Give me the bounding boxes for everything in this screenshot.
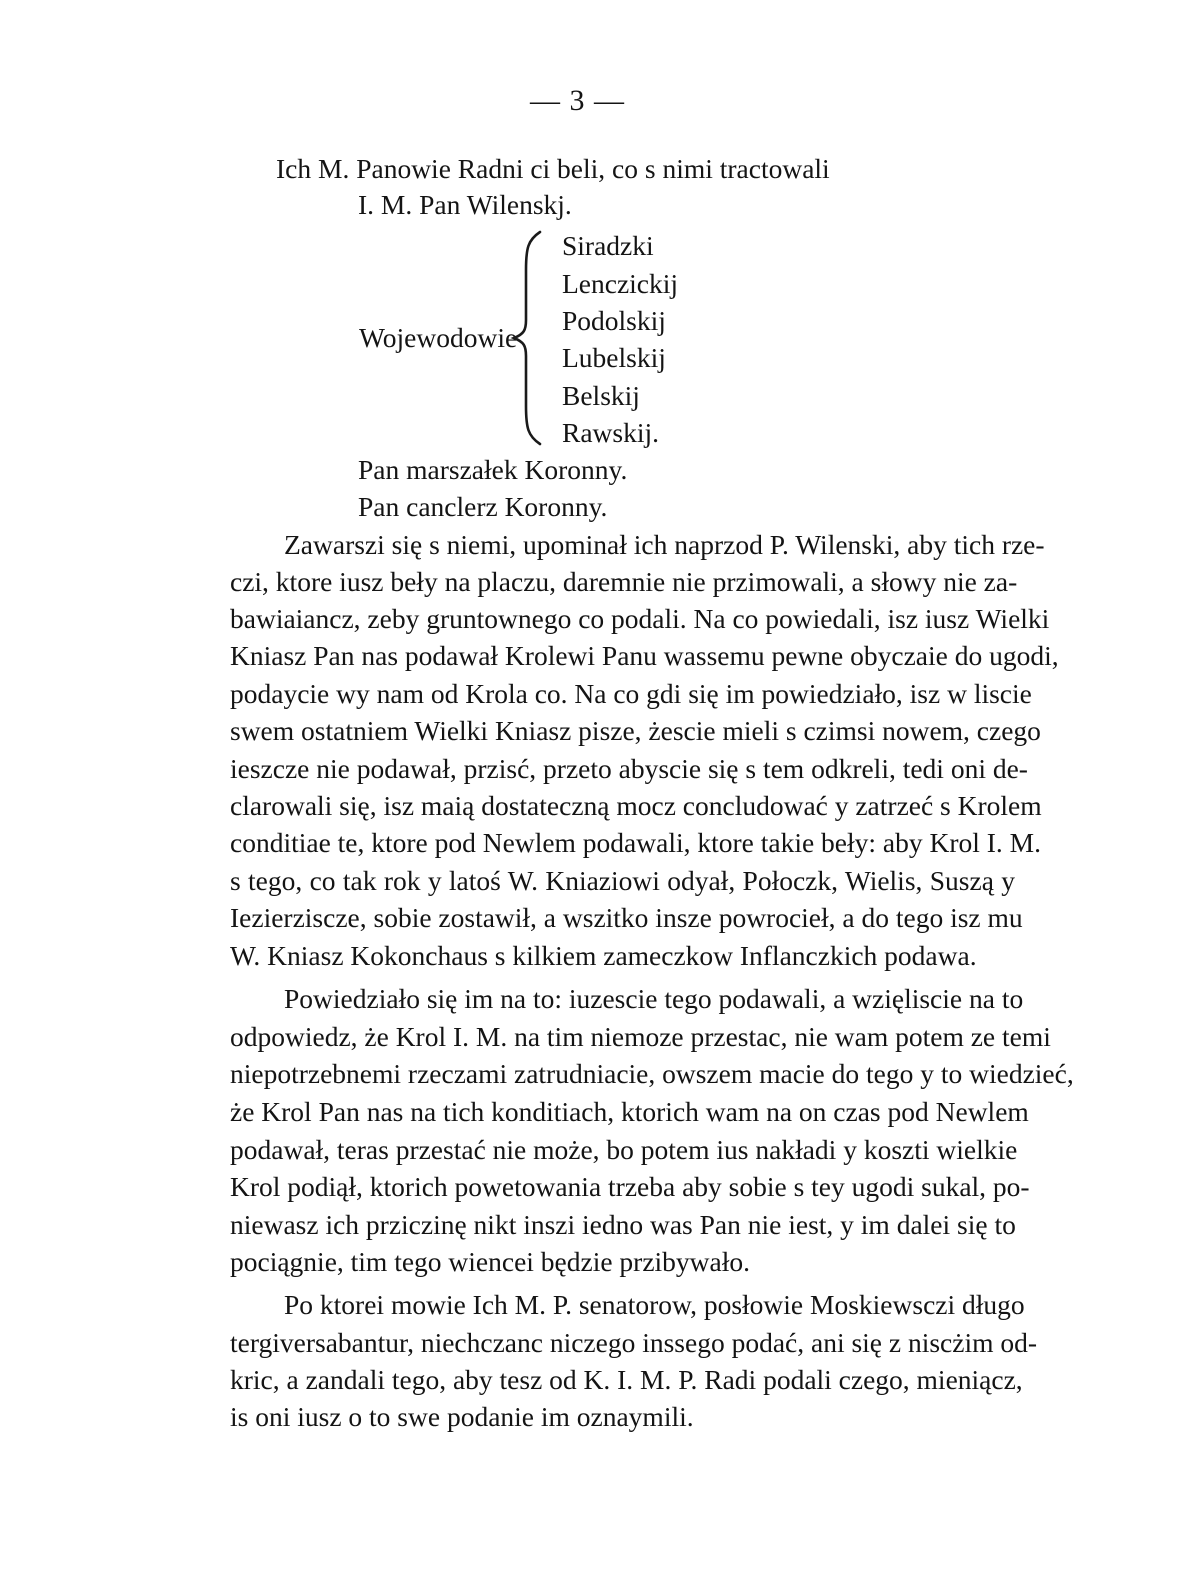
- text-line: Po ktorei mowie Ich M. P. senatorow, posłowie Moskiewsczi długo: [284, 1289, 1025, 1320]
- official-line: Pan canclerz Koronny.: [358, 491, 608, 522]
- voivode-item: Siradzki: [562, 230, 654, 261]
- intro-line-1: Ich M. Panowie Radni ci beli, co s nimi tractowali: [276, 153, 830, 184]
- text-line: conditiae te, ktore pod Newlem podawali, ktore takie beły: aby Krol I. M.: [230, 827, 1042, 858]
- voivode-item: Lenczickij: [562, 268, 679, 299]
- text-line: tergiversabantur, niechczanc niczego inssego podać, ani się z niscżim od-: [230, 1327, 1038, 1358]
- intro-line-2: I. M. Pan Wilenskj.: [358, 189, 572, 220]
- text-line: Zawarszi się s niemi, upominał ich naprzod P. Wilenski, aby tich rze-: [284, 529, 1045, 560]
- text-line: bawiaiancz, zeby gruntownego co podali. Na co powiedali, isz iusz Wielki: [230, 603, 1050, 634]
- text-line: podawał, teras przestać nie może, bo potem ius nakładi y koszti wielkie: [230, 1134, 1018, 1165]
- voivodes-label: Wojewodowie: [359, 322, 518, 353]
- text-line: że Krol Pan nas na tich konditiach, ktorich wam na on czas pod Newlem: [230, 1096, 1029, 1127]
- text-line: Krol podiął, ktorich powetowania trzeba aby sobie s tey ugodi sukal, po-: [230, 1171, 1030, 1202]
- text-line: Kniasz Pan nas podawał Krolewi Panu wassemu pewne obyczaie do ugodi,: [230, 640, 1059, 671]
- voivode-item: Podolskij: [562, 305, 666, 336]
- text-line: kric, a zandali tego, aby tesz od K. I. M. P. Radi podali czego, mieniącz,: [230, 1364, 1023, 1395]
- text-line: pociągnie, tim tego wiencei będzie przibywało.: [230, 1246, 751, 1277]
- text-line: swem ostatniem Wielki Kniasz pisze, żescie mieli s czimsi nowem, czego: [230, 715, 1041, 746]
- page-number: — 3 —: [530, 84, 625, 117]
- text-line: W. Kniasz Kokonchaus s kilkiem zameczkow Inflanczkich podawa.: [230, 940, 977, 971]
- text-line: Iezierziscze, sobie zostawił, a wszitko insze powrocieł, a do tego isz mu: [230, 902, 1023, 933]
- text-line: niewasz ich prziczinę nikt inszi iedno was Pan nie iest, y im dalei się to: [230, 1209, 1016, 1240]
- voivode-item: Lubelskij: [562, 342, 666, 373]
- curly-brace-icon: [500, 230, 550, 446]
- text-line: podaycie wy nam od Krola co. Na co gdi się im powiedziało, isz w liscie: [230, 678, 1032, 709]
- text-line: ieszcze nie podawał, przisć, przeto abyscie się s tem odkreli, tedi oni de-: [230, 753, 1028, 784]
- text-line: is oni iusz o to swe podanie im oznaymili.: [230, 1401, 694, 1432]
- text-line: clarowali się, isz maią dostateczną mocz concludować y zatrzeć s Krolem: [230, 790, 1042, 821]
- text-line: niepotrzebnemi rzeczami zatrudniacie, owszem macie do tego y to wiedzieć,: [230, 1058, 1074, 1089]
- voivode-item: Belskij: [562, 380, 640, 411]
- official-line: Pan marszałek Koronny.: [358, 454, 628, 485]
- text-line: s tego, co tak rok y latoś W. Kniaziowi odyał, Połoczk, Wielis, Suszą y: [230, 865, 1015, 896]
- voivode-item: Rawskij.: [562, 417, 660, 448]
- text-line: czi, ktore iusz beły na placzu, daremnie nie przimowali, a słowy nie za-: [230, 566, 1018, 597]
- text-line: odpowiedz, że Krol I. M. na tim niemoze przestac, nie wam potem ze temi: [230, 1021, 1051, 1052]
- text-line: Powiedziało się im na to: iuzescie tego podawali, a wzięliscie na to: [284, 983, 1024, 1014]
